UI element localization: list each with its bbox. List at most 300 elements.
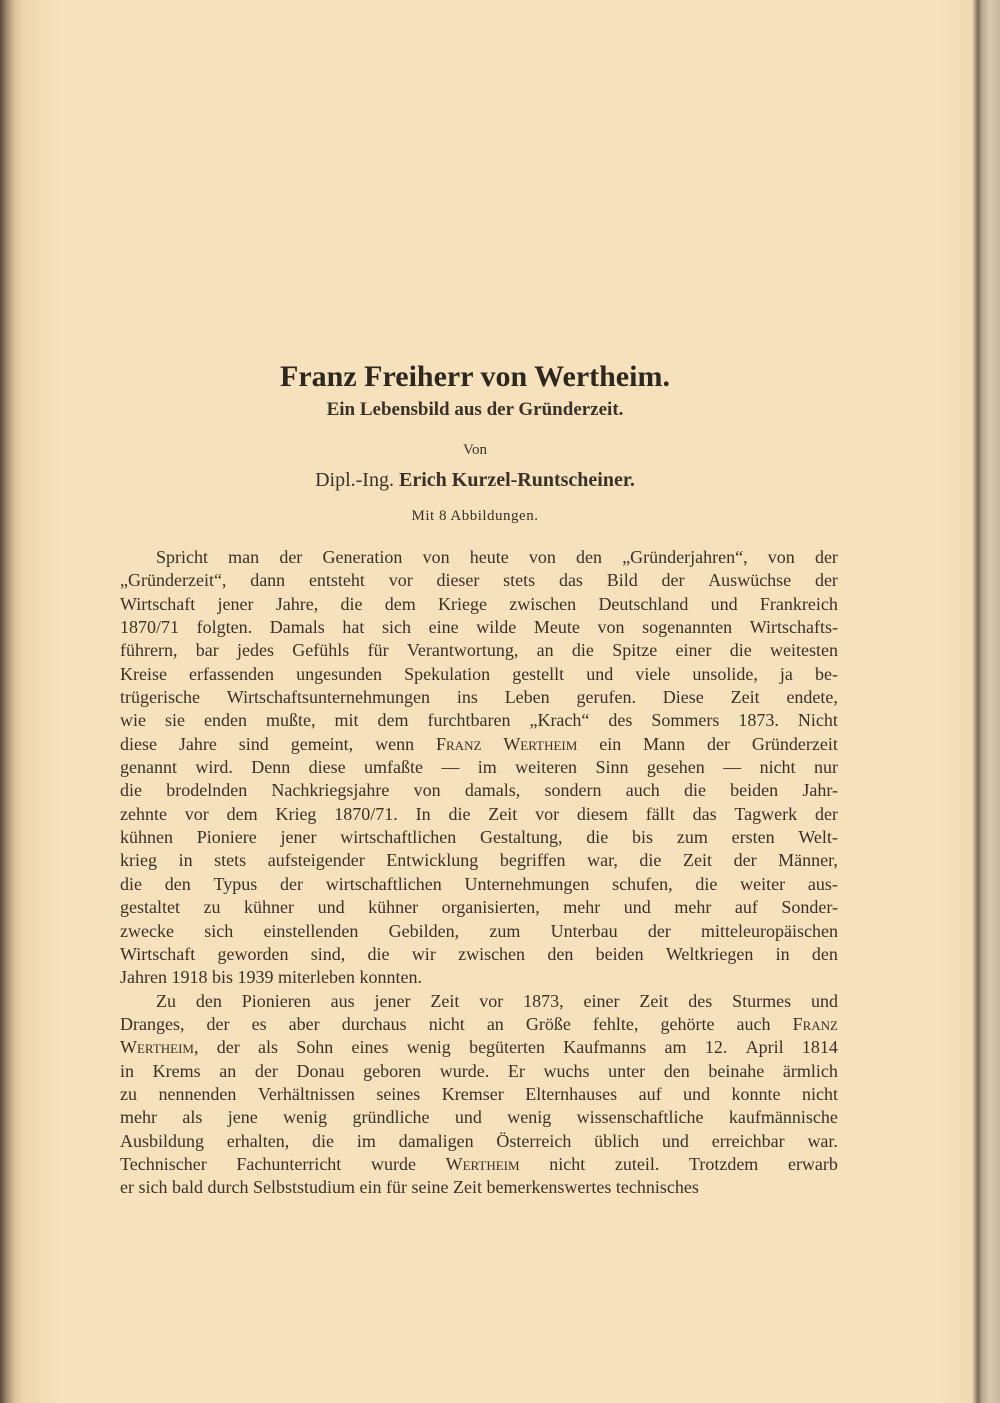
text-line [120, 1153, 838, 1176]
word: Sturmes [732, 990, 792, 1011]
word: organisierten, [441, 897, 540, 918]
word: Jahr- [802, 780, 838, 801]
word: Jahre, [275, 593, 319, 614]
word: bis [632, 827, 654, 848]
text-line [120, 756, 838, 779]
word: dann [250, 570, 286, 591]
word: als [182, 1107, 203, 1128]
word: sogenannten [642, 617, 733, 638]
word: Er [507, 1060, 525, 1081]
word: zu [120, 1083, 137, 1104]
word: sich [138, 1177, 172, 1198]
word: zum [676, 827, 708, 848]
word: des [608, 710, 633, 731]
word: fehlte, [592, 1013, 639, 1034]
word: vor [184, 803, 209, 824]
word: — [441, 757, 460, 778]
word: Wirtschaft [120, 593, 196, 614]
word: Wirtschaftsunternehmungen [226, 687, 431, 708]
text-line [120, 873, 838, 896]
text-line [120, 1176, 838, 1199]
text-line [120, 849, 838, 872]
word: mehr [120, 1107, 157, 1128]
word: vor [479, 990, 504, 1011]
word: zum [489, 920, 521, 941]
word: Zeit [683, 850, 712, 871]
word: aus [330, 990, 355, 1011]
word: seine [411, 1177, 453, 1198]
word: mehr [563, 897, 601, 918]
word: vor [388, 570, 413, 591]
word: durchaus [341, 1013, 407, 1034]
word: 1814 [801, 1037, 838, 1058]
word: Pionieren [241, 990, 311, 1011]
word: Zeit [430, 990, 460, 1011]
word: Zeit [452, 1177, 487, 1198]
word: „Gründerzeit“, [120, 570, 227, 591]
word: — [723, 757, 742, 778]
word: Österreich [496, 1130, 572, 1151]
word: seines [376, 1083, 421, 1104]
word: ein [599, 733, 622, 754]
word: Sinn [595, 757, 629, 778]
word: damaligen [398, 1130, 474, 1151]
word: stets [503, 570, 536, 591]
word: war, [587, 850, 618, 871]
word: sich [382, 617, 411, 638]
word: Sohn [296, 1037, 334, 1058]
text-line [120, 826, 838, 849]
word: nennenden [158, 1083, 237, 1104]
word: Auswüchse [708, 570, 792, 591]
word: dem [226, 803, 258, 824]
word: krieg [120, 850, 157, 871]
word: geworden [217, 943, 289, 964]
word: der [216, 1037, 240, 1058]
word: auch [625, 780, 660, 801]
text-line [120, 546, 838, 569]
word: „Gründerjahren“, [622, 547, 748, 567]
word: „Krach“ [529, 710, 590, 731]
word: Gefühls [292, 640, 350, 661]
word: gründliche [352, 1107, 430, 1128]
word: im [477, 757, 497, 778]
word: die [367, 943, 390, 964]
text-line [120, 639, 838, 662]
word: eine [428, 617, 459, 638]
word: Zu [156, 990, 176, 1011]
word: 1939 [237, 967, 278, 988]
word: Damals [269, 617, 325, 638]
word: wenn [375, 733, 415, 754]
word: der [707, 733, 730, 754]
word: bemerkenswertes [486, 1177, 616, 1198]
word: den [811, 943, 838, 964]
word: eines [351, 1037, 389, 1058]
word: in [120, 1060, 135, 1081]
word: zu [203, 897, 221, 918]
word: 1870/71. [334, 803, 398, 824]
word: des [688, 990, 713, 1011]
word: April [745, 1037, 784, 1058]
word: den [195, 990, 222, 1011]
byline-von: Von [463, 442, 487, 458]
word: und [623, 897, 651, 918]
word: gestellt [512, 663, 565, 684]
word: Kremser [441, 1083, 504, 1104]
word: die [312, 1130, 335, 1151]
word: nicht [428, 1013, 465, 1034]
word: die [448, 803, 471, 824]
word: die [120, 873, 142, 894]
word: sich [204, 920, 234, 941]
text-line [120, 803, 838, 826]
word: enden [204, 710, 247, 731]
word: Technischer [120, 1153, 207, 1174]
word: der [254, 1060, 278, 1081]
word: erfassenden [189, 663, 275, 684]
word: mehr [674, 897, 712, 918]
name-smallcaps: Wertheim [445, 1153, 520, 1174]
word: ungesunden [296, 663, 383, 684]
word: zwecke [120, 920, 174, 941]
word: in [775, 943, 790, 964]
text-line [120, 1083, 838, 1106]
word: einstellenden [263, 920, 359, 941]
word: war. [807, 1130, 838, 1151]
word: konnten. [359, 967, 427, 988]
word: der [647, 920, 671, 941]
word: beiden [595, 943, 644, 964]
word: in [178, 850, 193, 871]
word: führern, [120, 640, 178, 661]
word: Kreise [120, 663, 167, 684]
word: Selbststudium [252, 1177, 360, 1198]
word: Verhältnissen [257, 1083, 355, 1104]
word: gehörte [660, 1013, 715, 1034]
text-line [120, 1036, 838, 1059]
word: an [536, 640, 554, 661]
word: Spekulation [404, 663, 491, 684]
word: Sommers [651, 710, 720, 731]
word: Jahren [120, 967, 172, 988]
word: Tagwerk [734, 803, 798, 824]
word: und [710, 593, 738, 614]
word: wuchs [543, 1060, 590, 1081]
word: und [683, 1083, 711, 1104]
word: aber [288, 1013, 320, 1034]
word: Dranges, [120, 1013, 185, 1034]
word: im [356, 1130, 376, 1151]
word: der [733, 850, 757, 871]
word: trügerische [120, 687, 200, 708]
word: Männer, [778, 850, 838, 871]
word: wirtschaftlichen [340, 827, 457, 848]
text-line [120, 616, 838, 639]
word: an [219, 1060, 237, 1081]
word: bald [171, 1177, 208, 1198]
word: kaufmännische [728, 1107, 838, 1128]
word: der [814, 803, 838, 824]
word: die [683, 780, 706, 801]
word: weiter [740, 873, 786, 894]
word: folgten. [196, 617, 253, 638]
word: umfaßte [363, 757, 423, 778]
word: wilde [476, 617, 517, 638]
word: ärmlich [782, 1060, 838, 1081]
word: diesem [576, 803, 628, 824]
name-smallcaps: Franz [792, 1013, 838, 1034]
word: Weltkriegen [665, 943, 754, 964]
word: vor [535, 803, 560, 824]
word: jener [374, 990, 411, 1011]
word: Pioniere [196, 827, 257, 848]
word: für [367, 640, 389, 661]
word: gesehen [646, 757, 705, 778]
word: das [558, 570, 583, 591]
word: kühnen [120, 827, 173, 848]
word: Zeit [730, 687, 760, 708]
word: den [164, 873, 191, 894]
word: zuteil. [614, 1153, 660, 1174]
word: der [661, 570, 685, 591]
word: den [576, 547, 603, 567]
word: Kaufmanns [563, 1037, 647, 1058]
word: konnte [731, 1083, 781, 1104]
word: wenig [283, 1107, 328, 1128]
text-line [120, 686, 838, 709]
word: entsteht [308, 570, 365, 591]
text-line [120, 1060, 838, 1083]
word: die [571, 640, 594, 661]
figures-note: Mit 8 Abbildungen. [411, 508, 539, 524]
word: 1918 [171, 967, 212, 988]
word: weitesten [770, 640, 838, 661]
word: Nachkriegsjahre [271, 780, 390, 801]
word: die [639, 850, 662, 871]
word: auch [736, 1013, 771, 1034]
word: die [695, 873, 718, 894]
text-line [120, 779, 838, 802]
text-line [120, 943, 838, 966]
name-smallcaps: Wertheim, [120, 1037, 199, 1058]
word: man [228, 547, 260, 567]
word: von [767, 547, 795, 567]
word: auf [638, 1083, 662, 1104]
word: von [528, 547, 556, 567]
word: den [547, 943, 574, 964]
word: 1870/71 [120, 617, 180, 638]
word: bar [195, 640, 219, 661]
word: sondern [544, 780, 602, 801]
word: der [280, 873, 303, 894]
word: begriffen [499, 850, 566, 871]
word: ein [359, 1177, 386, 1198]
text-line [120, 896, 838, 919]
word: Krieg [275, 803, 317, 824]
word: Nicht [797, 710, 838, 731]
word: Zeit [639, 990, 669, 1011]
word: Frankreich [759, 593, 838, 614]
text-line [120, 1013, 838, 1036]
word: Elternhauses [525, 1083, 618, 1104]
word: wenig [406, 1037, 451, 1058]
word: nicht [759, 757, 796, 778]
word: das [692, 803, 717, 824]
word: ersten [731, 827, 775, 848]
word: am [664, 1037, 687, 1058]
word: der [814, 547, 838, 567]
word: von [597, 617, 625, 638]
word: jene [227, 1107, 258, 1128]
author [0, 469, 950, 492]
word: von [422, 547, 450, 567]
article-body [120, 546, 838, 1200]
word: nur [813, 757, 838, 778]
text-line [120, 663, 838, 686]
word: Diese [662, 687, 704, 708]
word: kühner [368, 897, 419, 918]
word: Unternehmungen [464, 873, 590, 894]
word: zwischen [458, 943, 526, 964]
word: auf [734, 897, 758, 918]
word: Denn [251, 757, 291, 778]
author-prefix: Dipl.-Ing. [315, 469, 394, 491]
word: nicht [801, 1083, 838, 1104]
text-line [120, 593, 838, 616]
word: an [486, 1013, 504, 1034]
word: mußte, [265, 710, 316, 731]
word: der [814, 570, 838, 591]
word: sie [165, 710, 185, 731]
word: dem [384, 593, 416, 614]
word: fällt [645, 803, 675, 824]
word: wirtschaftlichen [325, 873, 442, 894]
word: Verantwortung, [406, 640, 519, 661]
word: jedes [237, 640, 275, 661]
word: Gestaltung, [480, 827, 563, 848]
word: und [661, 1130, 689, 1151]
word: dieser [436, 570, 480, 591]
word: ja [779, 663, 793, 684]
word: weiteren [515, 757, 578, 778]
word: zwischen [509, 593, 577, 614]
word: von [413, 780, 441, 801]
word: gemeint, [290, 733, 354, 754]
word: stets [214, 850, 247, 871]
word: Bild [606, 570, 638, 591]
text-line [120, 990, 838, 1013]
name-smallcaps: Franz [436, 733, 482, 754]
word: Generation [322, 547, 403, 567]
text-line [120, 709, 838, 732]
word: Trotzdem [688, 1153, 759, 1174]
word: die [586, 827, 609, 848]
word: durch [207, 1177, 253, 1198]
word: sind, [310, 943, 346, 964]
word: Welt- [798, 827, 838, 848]
word: brodelnden [166, 780, 248, 801]
word: Spitze [612, 640, 658, 661]
word: Sonder- [781, 897, 838, 918]
text-line [120, 1106, 838, 1129]
word: Spricht [156, 547, 208, 567]
word: Gründerzeit [751, 733, 838, 754]
word: es [251, 1013, 267, 1034]
word: wie [120, 710, 146, 731]
word: Meute [533, 617, 580, 638]
word: Ausbildung [120, 1130, 205, 1151]
word: sind [238, 733, 269, 754]
word: wir [411, 943, 436, 964]
word: und [586, 663, 614, 684]
word: gestaltet [120, 897, 180, 918]
word: er [120, 1177, 139, 1198]
word: Krems [152, 1060, 201, 1081]
word: Entwicklung [386, 850, 479, 871]
word: schufen, [612, 873, 673, 894]
word: diese [308, 757, 346, 778]
word: die [729, 640, 752, 661]
name-smallcaps: Wertheim [503, 733, 578, 754]
word: Unterbau [550, 920, 618, 941]
text-line [120, 733, 838, 756]
word: üblich [594, 1130, 640, 1151]
word: hat [342, 617, 365, 638]
word: wird. [195, 757, 233, 778]
article-subtitle: Ein Lebensbild aus der Gründerzeit. [326, 399, 624, 420]
word: nicht [549, 1153, 586, 1174]
word: ins [456, 687, 478, 708]
word: wurde [370, 1153, 416, 1174]
word: Kriege [437, 593, 487, 614]
word: be- [814, 663, 838, 684]
word: Donau [296, 1060, 345, 1081]
word: 12. [704, 1037, 728, 1058]
word: Zeit [488, 803, 518, 824]
text-line [120, 966, 838, 989]
word: technisches [615, 1177, 704, 1198]
word: genannt [120, 757, 177, 778]
word: viele [635, 663, 671, 684]
text-line [120, 1130, 838, 1153]
word: beiden [730, 780, 779, 801]
word: und [317, 897, 345, 918]
word: In [415, 803, 431, 824]
word: unsolide, [692, 663, 758, 684]
word: mitteleuropäischen [701, 920, 838, 941]
word: und [810, 990, 838, 1011]
word: erwarb [787, 1153, 838, 1174]
author-name: Erich Kurzel-Runtscheiner. [398, 469, 635, 491]
word: einer [675, 640, 712, 661]
word: für [385, 1177, 412, 1198]
word: bis [211, 967, 238, 988]
word: begüterten [469, 1037, 546, 1058]
word: als [258, 1037, 278, 1058]
word: furchtbaren [427, 710, 511, 731]
word: erreichbar [711, 1130, 785, 1151]
word: unter [608, 1060, 646, 1081]
word: gerufen. [576, 687, 636, 708]
word: jener [280, 827, 317, 848]
word: Deutschland [598, 593, 689, 614]
word: zehnte [120, 803, 167, 824]
word: Mann [643, 733, 686, 754]
word: 1873. [738, 710, 779, 731]
word: Fachunterricht [236, 1153, 342, 1174]
word: heute [469, 547, 509, 567]
